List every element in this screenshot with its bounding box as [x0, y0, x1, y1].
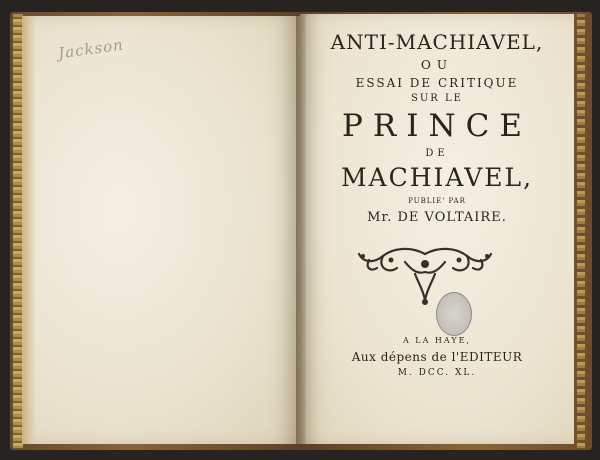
title-ou: OU [421, 58, 453, 72]
handwritten-inscription: Jackson [57, 35, 125, 63]
title-sur-le: SUR LE [411, 93, 463, 104]
title-anti-machiavel: ANTI-MACHIAVEL, [330, 30, 544, 54]
author-voltaire: Mr. DE VOLTAIRE. [367, 210, 507, 225]
imprint-date: M. DCC. XL. [397, 368, 477, 378]
publie-par: PUBLIE' PAR [408, 197, 466, 205]
printers-ornament-icon [355, 244, 495, 310]
imprint-place: A LA HAYE, [402, 336, 472, 345]
library-stamp-icon [436, 292, 472, 336]
page-foxing [22, 16, 36, 444]
imprint-publisher: Aux dépens de l'EDITEUR [351, 350, 523, 364]
title-prince: PRINCE [342, 108, 532, 144]
right-gilt-edge [577, 14, 585, 448]
title-de: DE [425, 148, 449, 159]
title-machiavel: MACHIAVEL, [340, 163, 534, 192]
left-blank-page [22, 16, 300, 444]
title-essai: ESSAI DE CRITIQUE [355, 76, 519, 90]
